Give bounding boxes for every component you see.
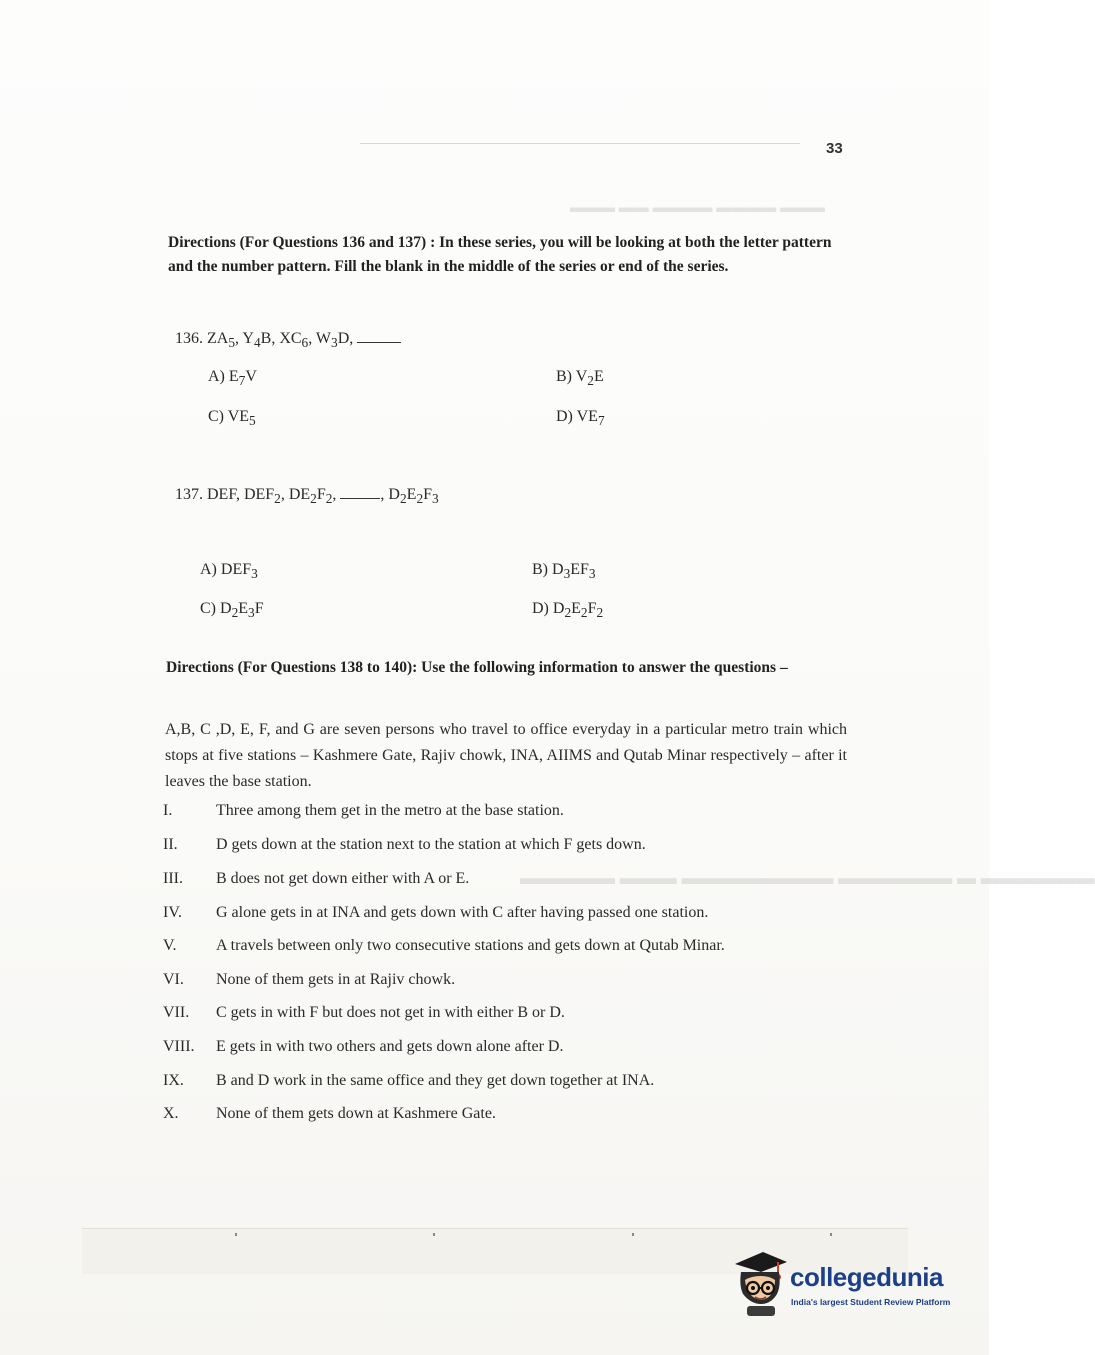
- option-label: A): [208, 368, 225, 385]
- statement: [163, 937, 725, 955]
- option-136-c: C) $VE_5$: [208, 408, 256, 429]
- statement-text: C gets in with F but does not get in with either B or D.: [216, 1004, 565, 1021]
- statement: [163, 802, 564, 820]
- statement: [163, 1105, 496, 1123]
- directions-text: In these series, you will be looking at both the letter pattern and the number pattern. Fill the blank in the middle of the series or end of the series.: [168, 234, 832, 275]
- statement-number: VII.: [163, 1004, 190, 1021]
- statement-number: VI.: [163, 971, 184, 988]
- directions-text: Use the following information to answer the questions –: [421, 659, 788, 676]
- option-label: B): [532, 561, 548, 578]
- option-137-b: B) $D_3EF_3$: [532, 561, 596, 582]
- statement-number: X.: [163, 1105, 179, 1122]
- option-label: B): [556, 368, 572, 385]
- option-136-d: D) $VE_7$: [556, 408, 605, 429]
- directions-138-140: [166, 656, 846, 680]
- statement: [163, 904, 708, 922]
- statement-text: B does not get down either with A or E.: [216, 870, 470, 887]
- logo-tagline: India's largest Student Review Platform: [791, 1297, 951, 1307]
- statement-text: E gets in with two others and gets down alone after D.: [216, 1038, 564, 1055]
- scan-mark: [235, 1233, 237, 1236]
- scan-mark: [830, 1233, 832, 1236]
- info-paragraph: A,B, C ,D, E, F, and G are seven persons who travel to office everyday in a particular metro train which stops at five stations – Kashmere Gate, Rajiv chowk, INA, AIIMS and Qutab Minar respectively – after it leaves the base station.: [165, 721, 847, 790]
- page-number: 33: [826, 140, 843, 157]
- option-label: C): [200, 600, 216, 617]
- statement: [163, 870, 469, 888]
- header-rule: [360, 143, 800, 144]
- question-137: 137. DEF, $DEF_2$, $DE_2F_2$, , $D_2E_2F_3$: [175, 486, 439, 507]
- statement-text: None of them gets down at Kashmere Gate.: [216, 1105, 496, 1122]
- collegedunia-logo: [733, 1250, 958, 1318]
- statement: [163, 836, 646, 854]
- statement-number: I.: [163, 802, 173, 819]
- answer-blank: [357, 330, 401, 343]
- statement-number: IV.: [163, 904, 182, 921]
- statement-text: Three among them get in the metro at the base station.: [216, 802, 564, 819]
- statement: [163, 1038, 563, 1056]
- statement-text: D gets down at the station next to the station at which F gets down.: [216, 836, 646, 853]
- option-137-a: A) $DEF_3$: [200, 561, 258, 582]
- statement-number: V.: [163, 937, 177, 954]
- directions-lead: Directions (For Questions 136 and 137) :: [168, 234, 436, 251]
- logo-brand: collegedunia: [790, 1262, 943, 1292]
- show-through-text: ▬▬▬▬▬▬ ▬ ▬▬▬▬▬▬ ▬▬▬▬▬▬▬▬ ▬▬▬ ▬▬▬▬▬: [520, 868, 1095, 889]
- option-136-b: B) $V_2E$: [556, 368, 604, 389]
- scan-mark: [433, 1233, 435, 1236]
- statement: [163, 1004, 565, 1022]
- statement-text: A travels between only two consecutive stations and gets down at Qutab Minar.: [216, 937, 725, 954]
- statement-number: IX.: [163, 1072, 184, 1089]
- statement-text: B and D work in the same office and they get down together at INA.: [216, 1072, 655, 1089]
- scan-mark: [632, 1233, 634, 1236]
- graduate-mascot-icon: [733, 1250, 789, 1318]
- answer-blank: [340, 486, 380, 499]
- option-label: C): [208, 408, 224, 425]
- statement-text: G alone gets in at INA and gets down with C after having passed one station.: [216, 904, 709, 921]
- question-136: 136. $ZA_5$, $Y_4B$, $XC_6$, $W_3D$,: [175, 330, 401, 351]
- directions-lead: Directions (For Questions 138 to 140):: [166, 659, 418, 676]
- option-label: D): [556, 408, 573, 425]
- option-137-d: D) $D_2E_2F_2$: [532, 600, 604, 621]
- statement-number: II.: [163, 836, 178, 853]
- statement-text: None of them gets in at Rajiv chowk.: [216, 971, 456, 988]
- statement-number: III.: [163, 870, 183, 887]
- option-label: D): [532, 600, 549, 617]
- question-number: 137.: [175, 486, 203, 503]
- question-number: 136.: [175, 330, 203, 347]
- option-label: A): [200, 561, 217, 578]
- option-136-a: A) $E_7V$: [208, 368, 257, 389]
- show-through-text: ▬▬▬ ▬▬▬▬ ▬▬▬▬ ▬▬ ▬▬▬: [570, 200, 825, 216]
- option-137-c: C) $D_2E_3F$: [200, 600, 264, 621]
- statement-number: VIII.: [163, 1038, 195, 1055]
- directions-136-137: [168, 231, 858, 279]
- statement: [163, 1072, 654, 1090]
- statement: [163, 971, 455, 989]
